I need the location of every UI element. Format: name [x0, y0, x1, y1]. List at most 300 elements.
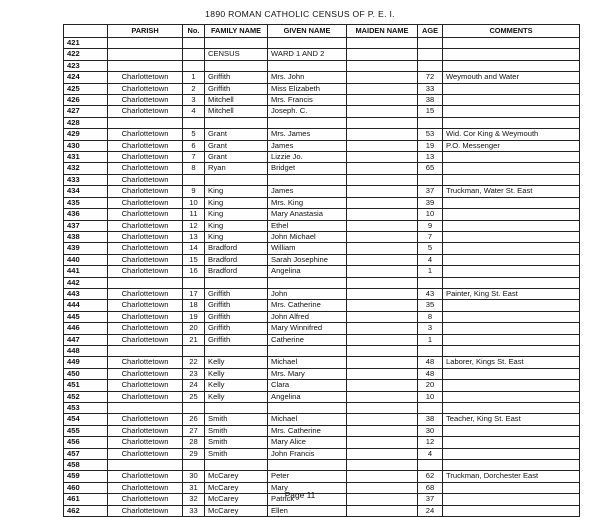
age-cell: 24 [418, 505, 443, 516]
age-cell [418, 277, 443, 288]
age-cell: 37 [418, 186, 443, 197]
given-name-cell: Angelina [268, 391, 347, 402]
comments-cell: Laborer, Kings St. East [443, 357, 580, 368]
comments-cell [443, 254, 580, 265]
age-cell: 3 [418, 323, 443, 334]
comments-cell [443, 460, 580, 471]
table-row [64, 380, 580, 391]
row-number-cell: 426 [64, 95, 108, 106]
table-row [64, 357, 580, 368]
parish-cell: Charlottetown [108, 300, 183, 311]
row-number-cell: 436 [64, 209, 108, 220]
number-cell: 22 [183, 357, 205, 368]
number-cell [183, 49, 205, 60]
parish-cell: Charlottetown [108, 380, 183, 391]
family-name-cell: King [205, 209, 268, 220]
number-cell: 12 [183, 220, 205, 231]
header-cell: FAMILY NAME [205, 25, 268, 38]
number-cell [183, 174, 205, 185]
parish-cell: Charlottetown [108, 106, 183, 117]
table-row [64, 288, 580, 299]
comments-cell [443, 38, 580, 49]
family-name-cell: McCarey [205, 482, 268, 493]
family-name-cell: Ryan [205, 163, 268, 174]
number-cell: 1 [183, 72, 205, 83]
age-cell: 10 [418, 209, 443, 220]
number-cell: 21 [183, 334, 205, 345]
given-name-cell: Bridget [268, 163, 347, 174]
parish-cell: Charlottetown [108, 505, 183, 516]
age-cell: 39 [418, 197, 443, 208]
age-cell [418, 460, 443, 471]
family-name-cell: Griffith [205, 288, 268, 299]
given-name-cell: Mary Anastasia [268, 209, 347, 220]
given-name-cell: Ethel [268, 220, 347, 231]
table-row [64, 391, 580, 402]
table-row [64, 83, 580, 94]
age-cell: 1 [418, 266, 443, 277]
parish-cell: Charlottetown [108, 437, 183, 448]
row-number-cell: 446 [64, 323, 108, 334]
family-name-cell: Bradford [205, 243, 268, 254]
table-row [64, 266, 580, 277]
table-row [64, 49, 580, 60]
row-number-cell: 441 [64, 266, 108, 277]
given-name-cell: Mrs. James [268, 129, 347, 140]
age-cell: 62 [418, 471, 443, 482]
comments-cell [443, 323, 580, 334]
age-cell: 37 [418, 494, 443, 505]
given-name-cell: Sarah Josephine [268, 254, 347, 265]
table-row [64, 72, 580, 83]
maiden-name-cell [347, 83, 418, 94]
given-name-cell: Angelina [268, 266, 347, 277]
age-cell: 13 [418, 152, 443, 163]
row-number-cell: 457 [64, 448, 108, 459]
given-name-cell [268, 460, 347, 471]
given-name-cell: John Michael [268, 231, 347, 242]
age-cell: 65 [418, 163, 443, 174]
maiden-name-cell [347, 243, 418, 254]
given-name-cell [268, 117, 347, 128]
maiden-name-cell [347, 300, 418, 311]
number-cell [183, 460, 205, 471]
row-number-cell: 451 [64, 380, 108, 391]
comments-cell: Teacher, King St. East [443, 414, 580, 425]
table-row [64, 323, 580, 334]
maiden-name-cell [347, 277, 418, 288]
number-cell: 10 [183, 197, 205, 208]
parish-cell [108, 277, 183, 288]
parish-cell: Charlottetown [108, 266, 183, 277]
row-number-cell: 431 [64, 152, 108, 163]
given-name-cell: Mary Alice [268, 437, 347, 448]
number-cell: 17 [183, 288, 205, 299]
comments-cell [443, 277, 580, 288]
given-name-cell: Clara [268, 380, 347, 391]
maiden-name-cell [347, 95, 418, 106]
comments-cell [443, 163, 580, 174]
parish-cell: Charlottetown [108, 140, 183, 151]
table-row [64, 174, 580, 185]
age-cell: 53 [418, 129, 443, 140]
maiden-name-cell [347, 425, 418, 436]
comments-cell [443, 300, 580, 311]
family-name-cell: Griffith [205, 311, 268, 322]
parish-cell: Charlottetown [108, 231, 183, 242]
row-number-cell: 421 [64, 38, 108, 49]
row-number-cell: 434 [64, 186, 108, 197]
given-name-cell [268, 277, 347, 288]
maiden-name-cell [347, 288, 418, 299]
family-name-cell: McCarey [205, 505, 268, 516]
given-name-cell: Ellen [268, 505, 347, 516]
table-row [64, 152, 580, 163]
row-number-cell: 423 [64, 60, 108, 71]
header-cell: PARISH [108, 25, 183, 38]
number-cell: 25 [183, 391, 205, 402]
comments-cell [443, 437, 580, 448]
given-name-cell: Patrick [268, 494, 347, 505]
family-name-cell [205, 38, 268, 49]
given-name-cell [268, 403, 347, 414]
maiden-name-cell [347, 60, 418, 71]
family-name-cell [205, 345, 268, 356]
number-cell: 31 [183, 482, 205, 493]
row-number-cell: 428 [64, 117, 108, 128]
comments-cell [443, 49, 580, 60]
parish-cell [108, 460, 183, 471]
row-number-cell: 458 [64, 460, 108, 471]
page-number: Page 11 [284, 490, 316, 500]
maiden-name-cell [347, 345, 418, 356]
family-name-cell [205, 460, 268, 471]
given-name-cell: James [268, 186, 347, 197]
family-name-cell: Griffith [205, 83, 268, 94]
table-row [64, 345, 580, 356]
parish-cell: Charlottetown [108, 391, 183, 402]
number-cell: 14 [183, 243, 205, 254]
maiden-name-cell [347, 186, 418, 197]
header-cell: COMMENTS [443, 25, 580, 38]
row-number-cell: 439 [64, 243, 108, 254]
row-number-cell: 454 [64, 414, 108, 425]
table-row [64, 140, 580, 151]
number-cell: 11 [183, 209, 205, 220]
age-cell: 10 [418, 391, 443, 402]
comments-cell [443, 368, 580, 379]
table-row [64, 163, 580, 174]
age-cell: 5 [418, 243, 443, 254]
family-name-cell: Bradford [205, 266, 268, 277]
table-row [64, 117, 580, 128]
row-number-cell: 449 [64, 357, 108, 368]
number-cell: 28 [183, 437, 205, 448]
comments-cell: Truckman, Water St. East [443, 186, 580, 197]
given-name-cell: Lizzie Jo. [268, 152, 347, 163]
row-number-cell: 459 [64, 471, 108, 482]
family-name-cell: Kelly [205, 357, 268, 368]
table-row [64, 334, 580, 345]
table-row [64, 403, 580, 414]
comments-cell [443, 197, 580, 208]
given-name-cell: Mrs. Francis [268, 95, 347, 106]
comments-cell [443, 152, 580, 163]
comments-cell [443, 95, 580, 106]
family-name-cell [205, 277, 268, 288]
maiden-name-cell [347, 220, 418, 231]
age-cell [418, 345, 443, 356]
row-number-cell: 427 [64, 106, 108, 117]
table-row [64, 368, 580, 379]
family-name-cell [205, 60, 268, 71]
given-name-cell [268, 38, 347, 49]
comments-cell [443, 83, 580, 94]
given-name-cell: Michael [268, 357, 347, 368]
table-row [64, 460, 580, 471]
header-cell [64, 25, 108, 38]
table-row [64, 60, 580, 71]
age-cell: 1 [418, 334, 443, 345]
row-number-cell: 456 [64, 437, 108, 448]
number-cell: 19 [183, 311, 205, 322]
maiden-name-cell [347, 311, 418, 322]
comments-cell: Truckman, Dorchester East [443, 471, 580, 482]
family-name-cell: Smith [205, 448, 268, 459]
comments-cell [443, 505, 580, 516]
age-cell [418, 38, 443, 49]
row-number-cell: 432 [64, 163, 108, 174]
comments-cell [443, 231, 580, 242]
age-cell: 48 [418, 357, 443, 368]
table-row [64, 254, 580, 265]
maiden-name-cell [347, 174, 418, 185]
parish-cell: Charlottetown [108, 129, 183, 140]
header-cell: GIVEN NAME [268, 25, 347, 38]
family-name-cell [205, 117, 268, 128]
row-number-cell: 440 [64, 254, 108, 265]
row-number-cell: 425 [64, 83, 108, 94]
parish-cell [108, 38, 183, 49]
number-cell [183, 277, 205, 288]
number-cell: 6 [183, 140, 205, 151]
parish-cell [108, 117, 183, 128]
age-cell [418, 403, 443, 414]
maiden-name-cell [347, 38, 418, 49]
comments-cell [443, 391, 580, 402]
number-cell: 4 [183, 106, 205, 117]
given-name-cell: Mrs. King [268, 197, 347, 208]
family-name-cell: CENSUS [205, 49, 268, 60]
header-cell: AGE [418, 25, 443, 38]
comments-cell [443, 334, 580, 345]
row-number-cell: 424 [64, 72, 108, 83]
number-cell: 7 [183, 152, 205, 163]
parish-cell: Charlottetown [108, 209, 183, 220]
age-cell [418, 60, 443, 71]
family-name-cell: Griffith [205, 72, 268, 83]
row-number-cell: 422 [64, 49, 108, 60]
comments-cell [443, 174, 580, 185]
maiden-name-cell [347, 140, 418, 151]
number-cell: 18 [183, 300, 205, 311]
maiden-name-cell [347, 460, 418, 471]
given-name-cell: Mrs. Catherine [268, 425, 347, 436]
age-cell [418, 49, 443, 60]
given-name-cell: Joseph. C. [268, 106, 347, 117]
row-number-cell: 429 [64, 129, 108, 140]
comments-cell [443, 243, 580, 254]
number-cell: 33 [183, 505, 205, 516]
age-cell [418, 174, 443, 185]
comments-cell [443, 60, 580, 71]
family-name-cell: Griffith [205, 323, 268, 334]
number-cell: 2 [183, 83, 205, 94]
comments-cell: Weymouth and Water [443, 72, 580, 83]
age-cell: 9 [418, 220, 443, 231]
parish-cell: Charlottetown [108, 83, 183, 94]
family-name-cell: Griffith [205, 300, 268, 311]
family-name-cell: Smith [205, 414, 268, 425]
maiden-name-cell [347, 209, 418, 220]
number-cell: 29 [183, 448, 205, 459]
number-cell [183, 117, 205, 128]
comments-cell [443, 403, 580, 414]
maiden-name-cell [347, 368, 418, 379]
given-name-cell: Mrs. John [268, 72, 347, 83]
age-cell: 30 [418, 425, 443, 436]
age-cell: 35 [418, 300, 443, 311]
comments-cell: Wid. Cor King & Weymouth [443, 129, 580, 140]
census-table [63, 24, 580, 517]
table-row [64, 414, 580, 425]
row-number-cell: 448 [64, 345, 108, 356]
maiden-name-cell [347, 129, 418, 140]
row-number-cell: 437 [64, 220, 108, 231]
maiden-name-cell [347, 437, 418, 448]
parish-cell [108, 345, 183, 356]
row-number-cell: 461 [64, 494, 108, 505]
table-row [64, 425, 580, 436]
number-cell [183, 403, 205, 414]
family-name-cell: Mitchell [205, 106, 268, 117]
comments-cell [443, 448, 580, 459]
number-cell: 32 [183, 494, 205, 505]
given-name-cell: James [268, 140, 347, 151]
given-name-cell: Mrs. Mary [268, 368, 347, 379]
parish-cell: Charlottetown [108, 186, 183, 197]
number-cell: 3 [183, 95, 205, 106]
maiden-name-cell [347, 197, 418, 208]
number-cell: 13 [183, 231, 205, 242]
age-cell: 38 [418, 414, 443, 425]
table-row [64, 95, 580, 106]
given-name-cell: William [268, 243, 347, 254]
maiden-name-cell [347, 334, 418, 345]
comments-cell [443, 311, 580, 322]
parish-cell: Charlottetown [108, 494, 183, 505]
maiden-name-cell [347, 117, 418, 128]
table-row [64, 231, 580, 242]
table-row [64, 243, 580, 254]
table-row [64, 38, 580, 49]
number-cell: 9 [183, 186, 205, 197]
parish-cell: Charlottetown [108, 334, 183, 345]
row-number-cell: 445 [64, 311, 108, 322]
row-number-cell: 453 [64, 403, 108, 414]
parish-cell: Charlottetown [108, 220, 183, 231]
given-name-cell: Peter [268, 471, 347, 482]
header-cell: MAIDEN NAME [347, 25, 418, 38]
given-name-cell: Catherine [268, 334, 347, 345]
maiden-name-cell [347, 414, 418, 425]
maiden-name-cell [347, 152, 418, 163]
parish-cell: Charlottetown [108, 414, 183, 425]
parish-cell: Charlottetown [108, 368, 183, 379]
parish-cell: Charlottetown [108, 357, 183, 368]
page-title: 1890 ROMAN CATHOLIC CENSUS OF P. E. I. [205, 9, 395, 19]
census-table-body [64, 38, 580, 517]
given-name-cell [268, 60, 347, 71]
family-name-cell: King [205, 197, 268, 208]
family-name-cell: Griffith [205, 334, 268, 345]
family-name-cell: Kelly [205, 368, 268, 379]
number-cell: 15 [183, 254, 205, 265]
table-row [64, 277, 580, 288]
comments-cell [443, 266, 580, 277]
parish-cell: Charlottetown [108, 174, 183, 185]
given-name-cell [268, 345, 347, 356]
maiden-name-cell [347, 391, 418, 402]
age-cell: 4 [418, 254, 443, 265]
parish-cell [108, 49, 183, 60]
given-name-cell: John [268, 288, 347, 299]
parish-cell: Charlottetown [108, 152, 183, 163]
row-number-cell: 460 [64, 482, 108, 493]
number-cell: 23 [183, 368, 205, 379]
row-number-cell: 450 [64, 368, 108, 379]
family-name-cell [205, 403, 268, 414]
given-name-cell: Michael [268, 414, 347, 425]
age-cell: 43 [418, 288, 443, 299]
family-name-cell: King [205, 231, 268, 242]
given-name-cell: WARD 1 AND 2 [268, 49, 347, 60]
number-cell: 8 [183, 163, 205, 174]
table-row [64, 437, 580, 448]
parish-cell: Charlottetown [108, 288, 183, 299]
row-number-cell: 430 [64, 140, 108, 151]
number-cell: 20 [183, 323, 205, 334]
maiden-name-cell [347, 163, 418, 174]
maiden-name-cell [347, 448, 418, 459]
family-name-cell [205, 174, 268, 185]
comments-cell [443, 380, 580, 391]
given-name-cell: Mary [268, 482, 347, 493]
parish-cell: Charlottetown [108, 448, 183, 459]
given-name-cell: John Alfred [268, 311, 347, 322]
age-cell: 68 [418, 482, 443, 493]
maiden-name-cell [347, 106, 418, 117]
parish-cell: Charlottetown [108, 95, 183, 106]
maiden-name-cell [347, 380, 418, 391]
given-name-cell: John Francis [268, 448, 347, 459]
maiden-name-cell [347, 505, 418, 516]
family-name-cell: King [205, 186, 268, 197]
parish-cell [108, 60, 183, 71]
family-name-cell: King [205, 220, 268, 231]
age-cell: 33 [418, 83, 443, 94]
row-number-cell: 438 [64, 231, 108, 242]
